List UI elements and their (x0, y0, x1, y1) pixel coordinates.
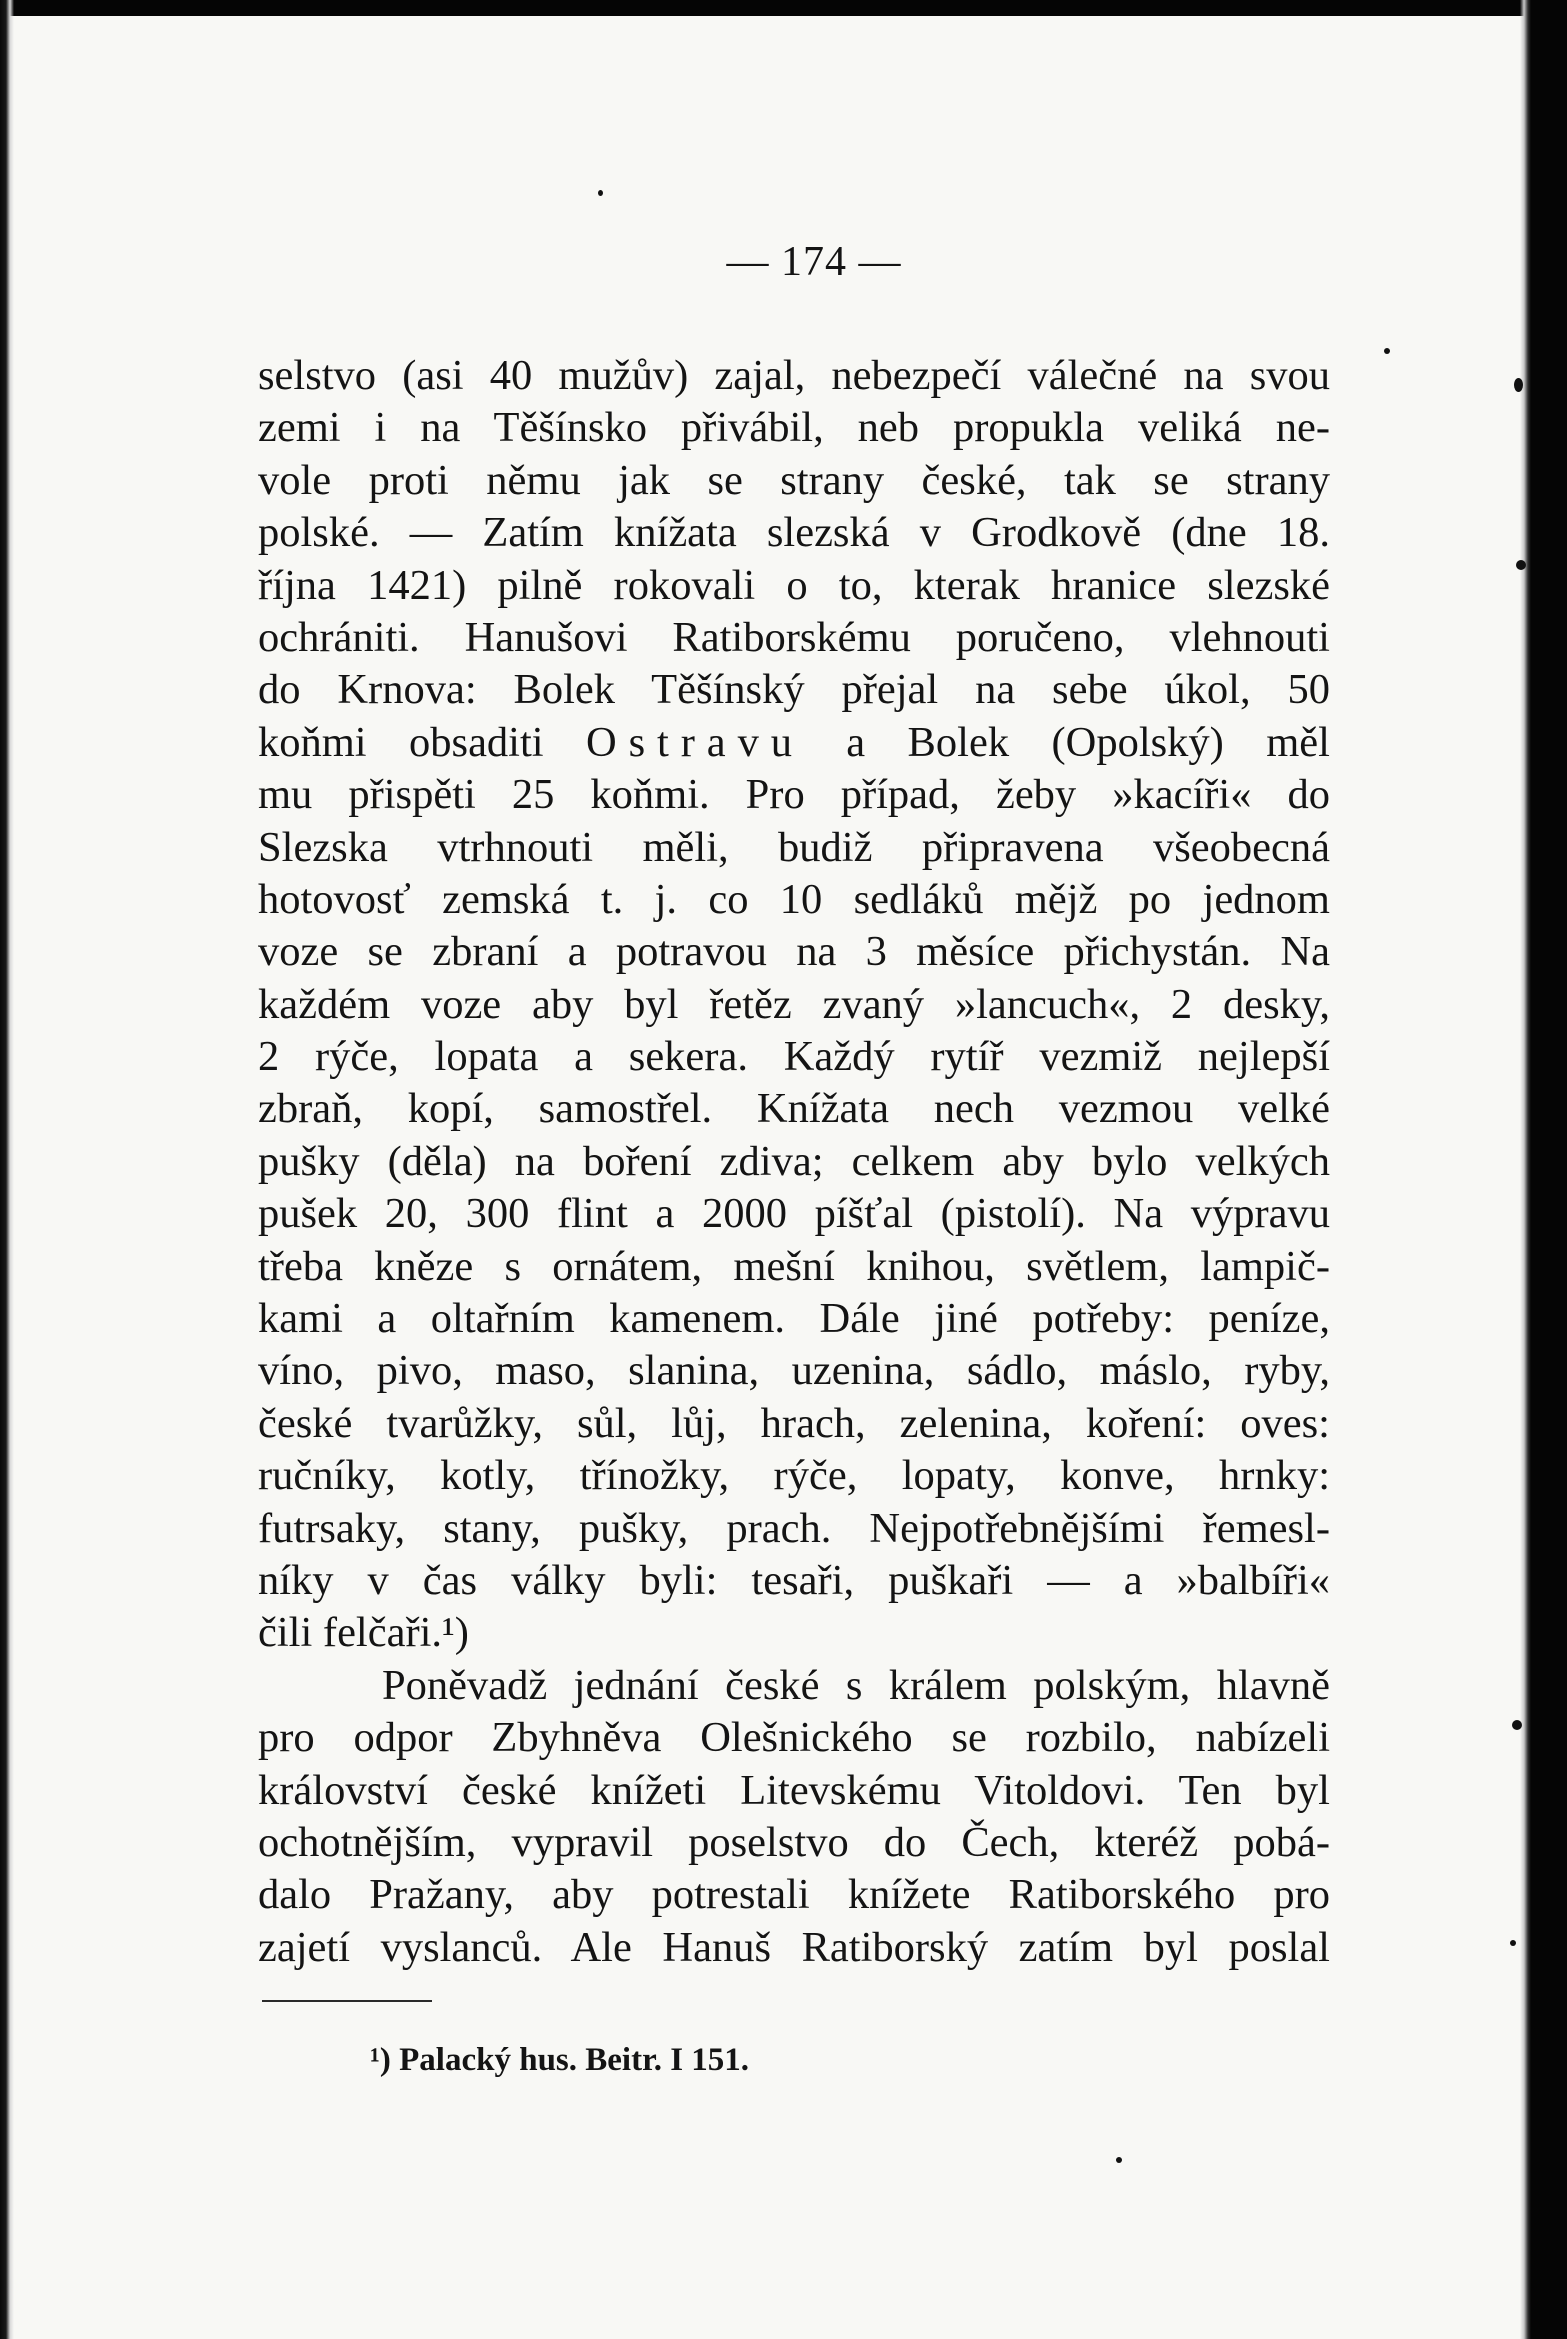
scan-speck (1116, 2157, 1122, 2163)
scan-speck (598, 190, 603, 196)
scan-border-top (0, 0, 1567, 16)
text-line: ochrániti. Hanušovi Ratiborskému poručeno, vlehnouti (258, 613, 1330, 661)
text-line: dalo Pražany, aby potrestali knížete Ratiborského pro (258, 1871, 1330, 1919)
text-segment: koňmi obsaditi (258, 718, 587, 766)
scan-border-right (1531, 0, 1567, 2339)
text-line: každém voze aby byl řetěz zvaný »lancuch«, 2 desky, (258, 980, 1330, 1028)
text-line: zemi i na Těšínsko přivábil, neb propukla veliká ne- (258, 404, 1330, 452)
text-line: října 1421) pilně rokovali o to, kterak hranice slezské (258, 561, 1330, 609)
text-line: 2 rýče, lopata a sekera. Každý rytíř vezmiž nejlepší (258, 1033, 1330, 1081)
text-segment: a Bolek (Opolský) měl (803, 718, 1330, 766)
text-line (258, 717, 1330, 769)
text-line: třeba kněze s ornátem, mešní knihou, světlem, lampič- (258, 1242, 1330, 1290)
scan-border-right-edge (1520, 0, 1531, 2339)
text-line: polské. — Zatím knížata slezská v Grodkově (dne 18. (258, 509, 1330, 557)
footnote-text: Palacký hus. Beitr. I 151. (399, 2042, 750, 2079)
text-line: ručníky, kotly, třínožky, rýče, lopaty, konve, hrnky: (258, 1452, 1330, 1500)
place-name-ostrava: Ostravu (586, 718, 804, 766)
text-line: víno, pivo, maso, slanina, uzenina, sádlo, máslo, ryby, (258, 1347, 1330, 1395)
text-line: do Krnova: Bolek Těšínský přejal na sebe úkol, 50 (258, 666, 1330, 714)
scan-speck (1510, 1940, 1516, 1946)
text-line: pušky (děla) na boření zdiva; celkem aby bylo velkých (258, 1137, 1330, 1185)
text-line: selstvo (asi 40 mužův) zajal, nebezpečí válečné na svou (258, 352, 1330, 399)
text-line: zajetí vyslanců. Ale Hanuš Ratiborský zatím byl poslal (258, 1923, 1330, 1971)
scan-speck (1512, 1720, 1522, 1730)
text-line: futrsaky, stany, pušky, prach. Nejpotřebnějšími řemesl- (258, 1504, 1330, 1552)
text-line: čili felčaři.¹) (258, 1609, 469, 1657)
scan-speck (1384, 348, 1390, 354)
footnote-mark: ¹) (370, 2042, 391, 2079)
scan-speck (1514, 378, 1523, 392)
text-line: kami a oltařním kamenem. Dále jiné potřeby: peníze, (258, 1295, 1330, 1343)
text-line: království české knížeti Litevskému Vitoldovi. Ten byl (258, 1766, 1330, 1814)
paragraph-start: Poněvadž jednání české s králem polským, hlavně (382, 1661, 1330, 1709)
text-line: české tvarůžky, sůl, lůj, hrach, zelenina, koření: oves: (258, 1399, 1330, 1447)
text-line: pušek 20, 300 flint a 2000 píšťal (pistolí). Na výpravu (258, 1190, 1330, 1238)
body-text (258, 350, 1330, 1974)
page-number: — 174 — (726, 239, 902, 285)
text-line: mu přispěti 25 koňmi. Pro případ, žeby »kacíři« do (258, 771, 1330, 819)
text-line: ochotnějším, vypravil poselstvo do Čech, kteréž pobá- (258, 1818, 1330, 1866)
text-line: vole proti němu jak se strany české, tak se strany (258, 456, 1330, 504)
text-line: pro odpor Zbyhněva Olešnického se rozbilo, nabízeli (258, 1714, 1330, 1762)
text-line: voze se zbraní a potravou na 3 měsíce přichystán. Na (258, 928, 1330, 976)
scan-speck (1516, 560, 1526, 570)
footnote-rule (262, 2000, 432, 2002)
footnote (258, 2040, 1330, 2080)
text-line: Slezska vtrhnouti měli, budiž připravena všeobecná (258, 823, 1330, 871)
text-line: hotovosť zemská t. j. co 10 sedláků mějž po jednom (258, 875, 1330, 923)
text-line: zbraň, kopí, samostřel. Knížata nech vezmou velké (258, 1085, 1330, 1133)
text-line: níky v čas války byli: tesaři, puškaři — a »balbíři« (258, 1556, 1330, 1604)
scan-border-left (0, 0, 14, 2339)
book-page (258, 238, 1330, 2080)
